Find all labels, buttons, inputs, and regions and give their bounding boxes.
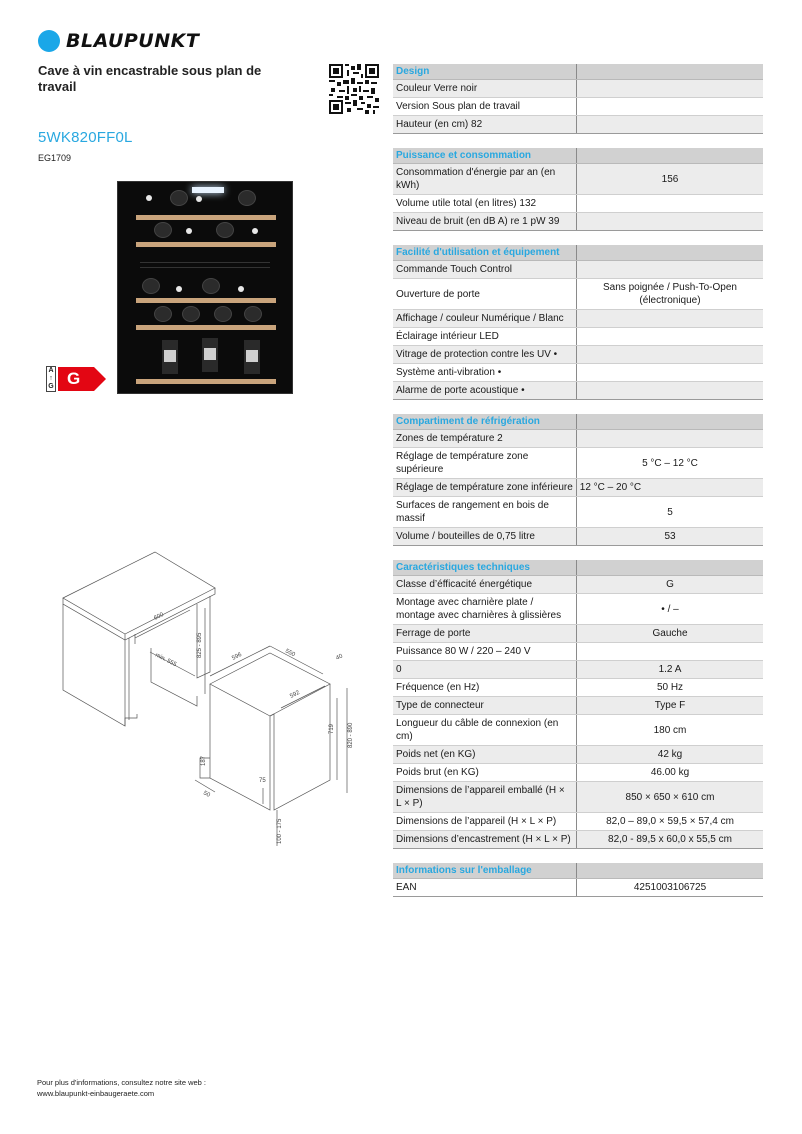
footer-info-text: Pour plus d'informations, consultez notre site web :: [37, 1078, 207, 1087]
table-row: Réglage de température zone inférieure 12 °C – 20 °C: [393, 479, 763, 497]
product-title: Cave à vin encastrable sous plan de travail: [38, 63, 262, 94]
wooden-shelf: [136, 325, 276, 330]
table-row: Fréquence (en Hz) 50 Hz: [393, 679, 763, 697]
installation-drawing: [55, 548, 375, 848]
svg-text:100 - 175: 100 - 175: [277, 818, 283, 844]
table-row: Ouverture de porte Sans poignée / Push-To-Open (électronique): [393, 279, 763, 310]
control-panel-display: [140, 262, 270, 268]
section-title: Informations sur l'emballage: [393, 863, 577, 878]
table-row: Longueur du câble de connexion (en cm) 180 cm: [393, 715, 763, 746]
table-row: Volume utile total (en litres) 132: [393, 195, 763, 213]
table-row: Version Sous plan de travail: [393, 98, 763, 116]
table-row: Niveau de bruit (en dB A) re 1 pW 39: [393, 213, 763, 231]
energy-scale: A ↑ G: [46, 366, 56, 392]
specifications-table: [393, 64, 763, 911]
section-refrigeration: [393, 414, 763, 546]
product-photo: [117, 181, 293, 394]
table-row: Vitrage de protection contre les UV •: [393, 346, 763, 364]
section-title: Facilité d'utilisation et équipement: [393, 245, 577, 260]
brand-logo: [38, 30, 199, 52]
svg-text:820 - 890: 820 - 890: [348, 722, 354, 748]
table-row: Volume / bouteilles de 0,75 litre 53: [393, 528, 763, 546]
table-row: Alarme de porte acoustique •: [393, 382, 763, 400]
table-row: Affichage / couleur Numérique / Blanc: [393, 310, 763, 328]
section-title: Caractéristiques techniques: [393, 560, 577, 575]
svg-text:187: 187: [201, 755, 207, 766]
section-title: Design: [393, 64, 577, 79]
table-row: Dimensions de l’appareil (H × L × P) 82,0 – 89,0 × 59,5 × 57,4 cm: [393, 813, 763, 831]
section-title: Compartiment de réfrigération: [393, 414, 577, 429]
brand-name: BLAUPUNKT: [66, 30, 200, 52]
table-row: Commande Touch Control: [393, 261, 763, 279]
footer: [37, 1077, 206, 1099]
table-row: Hauteur (en cm) 82: [393, 116, 763, 134]
table-row: Consommation d'énergie par an (en kWh) 156: [393, 164, 763, 195]
svg-text:min. 555: min. 555: [154, 652, 178, 669]
table-row: Poids net (en KG) 42 kg: [393, 746, 763, 764]
energy-class-label: [46, 366, 94, 392]
section-usability-equipment: [393, 245, 763, 400]
svg-text:825 - 895: 825 - 895: [197, 632, 203, 658]
table-row: Classe d’éfficacité énergétique G: [393, 576, 763, 594]
svg-text:40: 40: [335, 653, 344, 662]
wooden-shelf: [136, 379, 276, 384]
qr-code-icon: [329, 64, 379, 114]
footer-website-link[interactable]: www.blaupunkt-einbaugeraete.com: [37, 1089, 155, 1098]
table-row: Système anti-vibration •: [393, 364, 763, 382]
interior-led-light: [192, 187, 224, 193]
section-title: Puissance et consommation: [393, 148, 577, 163]
table-row: 0 1.2 A: [393, 661, 763, 679]
wooden-shelf: [136, 298, 276, 303]
section-power-consumption: [393, 148, 763, 231]
arrow-up-icon: ↑: [49, 375, 53, 382]
product-reference: EG1709: [38, 153, 72, 163]
svg-text:50: 50: [202, 790, 211, 799]
table-row: Surfaces de rangement en bois de massif 5: [393, 497, 763, 528]
energy-class-arrow: [58, 367, 94, 391]
svg-text:550: 550: [284, 648, 296, 659]
table-row: EAN 4251003106725: [393, 879, 763, 897]
table-row: Poids brut (en KG) 46.00 kg: [393, 764, 763, 782]
svg-text:596: 596: [231, 651, 243, 662]
brand-dot-icon: [38, 30, 60, 52]
svg-text:600: 600: [153, 611, 165, 622]
energy-class-value: G: [67, 369, 81, 388]
svg-text:75: 75: [259, 778, 266, 784]
table-row: Dimensions de l’appareil emballé (H × L × P) 850 × 650 × 610 cm: [393, 782, 763, 813]
table-row: Puissance 80 W / 220 – 240 V: [393, 643, 763, 661]
section-packaging-info: [393, 863, 763, 897]
table-row: Ferrage de porte Gauche: [393, 625, 763, 643]
table-row: Réglage de température zone supérieure 5 °C – 12 °C: [393, 448, 763, 479]
table-row: Couleur Verre noir: [393, 80, 763, 98]
table-row: Type de connecteur Type F: [393, 697, 763, 715]
product-model: 5WK820FF0L: [38, 129, 133, 146]
section-technical-characteristics: [393, 560, 763, 849]
table-row: Zones de température 2: [393, 430, 763, 448]
section-design: [393, 64, 763, 134]
wooden-shelf: [136, 215, 276, 220]
table-row: Éclairage intérieur LED: [393, 328, 763, 346]
table-row: Montage avec charnière plate / montage avec charnières à glissières • / –: [393, 594, 763, 625]
table-row: Dimensions d’encastrement (H × L × P) 82,0 - 89,5 x 60,0 x 55,5 cm: [393, 831, 763, 849]
svg-text:592: 592: [289, 689, 301, 700]
svg-text:719: 719: [329, 723, 335, 734]
wooden-shelf: [136, 242, 276, 247]
